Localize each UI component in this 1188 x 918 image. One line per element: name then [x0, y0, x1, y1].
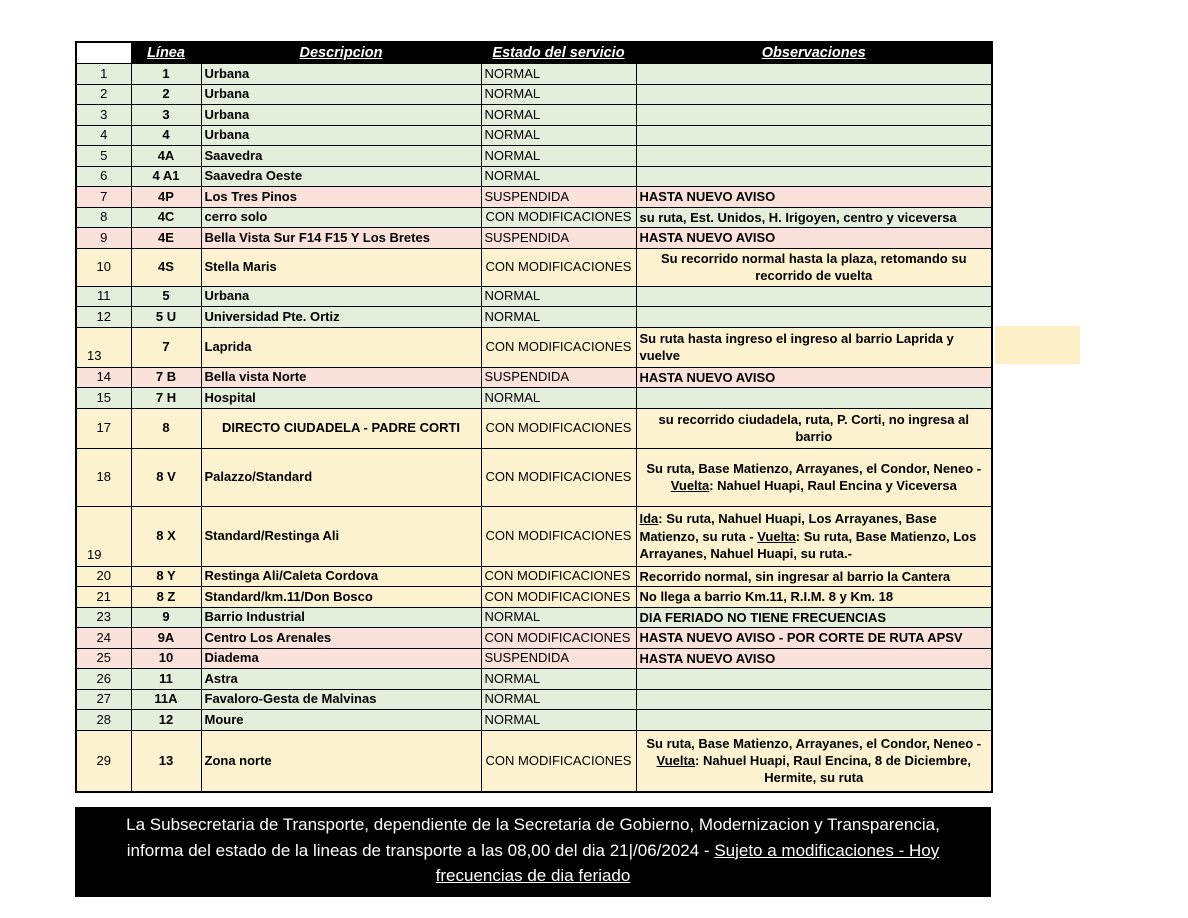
descripcion-cell: Urbana	[201, 125, 481, 146]
footer-banner-text: La Subsecretaria de Transporte, dependiente de la Secretaria de Gobierno, Modernizacion y Transparencia, informa del estado de la lineas de transporte a las 08,00 del dia 21|/06/2024 - Sujeto a modificaciones - Hoy frecuencias de dia feriado	[126, 815, 940, 885]
estado-cell: NORMAL	[481, 84, 636, 105]
descripcion-cell: Favaloro-Gesta de Malvinas	[201, 689, 481, 710]
table-row	[76, 105, 992, 126]
linea-cell: 1	[131, 64, 201, 85]
descripcion-cell: Urbana	[201, 84, 481, 105]
linea-cell: 8	[131, 408, 201, 448]
col-header-observaciones: Observaciones	[636, 42, 992, 64]
estado-cell: SUSPENDIDA	[481, 187, 636, 208]
descripcion-cell: Saavedra Oeste	[201, 166, 481, 187]
observaciones-cell: HASTA NUEVO AVISO	[636, 187, 992, 208]
descripcion-cell: Urbana	[201, 105, 481, 126]
observaciones-cell: Su recorrido normal hasta la plaza, retomando su recorrido de vuelta	[636, 248, 992, 286]
observaciones-cell: DIA FERIADO NO TIENE FRECUENCIAS	[636, 607, 992, 628]
table-row	[76, 187, 992, 208]
table-row	[76, 166, 992, 187]
descripcion-cell: Zona norte	[201, 730, 481, 792]
table-row	[76, 307, 992, 328]
table-row	[76, 607, 992, 628]
row-number-cell: 9	[76, 228, 131, 249]
estado-cell: CON MODIFICACIONES	[481, 628, 636, 649]
table-row	[76, 367, 992, 388]
linea-cell: 4P	[131, 187, 201, 208]
row-number-cell: 4	[76, 125, 131, 146]
linea-cell: 3	[131, 105, 201, 126]
table-header	[76, 42, 992, 64]
observaciones-cell	[636, 146, 992, 167]
observaciones-cell	[636, 388, 992, 409]
descripcion-cell: DIRECTO CIUDADELA - PADRE CORTI	[201, 408, 481, 448]
table-row	[76, 207, 992, 228]
estado-cell: CON MODIFICACIONES	[481, 327, 636, 367]
table-row	[76, 286, 992, 307]
row-number-cell: 11	[76, 286, 131, 307]
estado-cell: CON MODIFICACIONES	[481, 448, 636, 506]
descripcion-cell: Universidad Pte. Ortiz	[201, 307, 481, 328]
descripcion-cell: Centro Los Arenales	[201, 628, 481, 649]
linea-cell: 2	[131, 84, 201, 105]
descripcion-cell: Standard/km.11/Don Bosco	[201, 587, 481, 608]
footer-banner	[75, 807, 991, 897]
descripcion-cell: Los Tres Pinos	[201, 187, 481, 208]
observaciones-cell: Ida: Su ruta, Nahuel Huapi, Los Arrayanes, Base Matienzo, su ruta - Vuelta: Su ruta, Base Matienzo, Los Arrayanes, Nahuel Huapi, su ruta.-	[636, 506, 992, 566]
estado-cell: SUSPENDIDA	[481, 648, 636, 669]
linea-cell: 7 H	[131, 388, 201, 409]
observaciones-cell: su recorrido ciudadela, ruta, P. Corti, no ingresa al barrio	[636, 408, 992, 448]
linea-cell: 9A	[131, 628, 201, 649]
estado-cell: NORMAL	[481, 105, 636, 126]
linea-cell: 13	[131, 730, 201, 792]
linea-cell: 7	[131, 327, 201, 367]
estado-cell: NORMAL	[481, 307, 636, 328]
linea-cell: 8 Z	[131, 587, 201, 608]
descripcion-cell: Bella Vista Sur F14 F15 Y Los Bretes	[201, 228, 481, 249]
estado-cell: CON MODIFICACIONES	[481, 730, 636, 792]
linea-cell: 8 V	[131, 448, 201, 506]
col-header-estado-del-servicio: Estado del servicio	[481, 42, 636, 64]
table-row	[76, 248, 992, 286]
descripcion-cell: Saavedra	[201, 146, 481, 167]
linea-cell: 4	[131, 125, 201, 146]
table-row	[76, 710, 992, 731]
row-number-cell: 8	[76, 207, 131, 228]
table-row	[76, 648, 992, 669]
row-number-cell: 23	[76, 607, 131, 628]
row-number-cell: 29	[76, 730, 131, 792]
col-header-linea: Línea	[131, 42, 201, 64]
descripcion-cell: Standard/Restinga Ali	[201, 506, 481, 566]
linea-cell: 4A	[131, 146, 201, 167]
observaciones-cell	[636, 84, 992, 105]
col-header-descripcion: Descripcion	[201, 42, 481, 64]
linea-cell: 5 U	[131, 307, 201, 328]
descripcion-cell: Moure	[201, 710, 481, 731]
linea-cell: 11A	[131, 689, 201, 710]
estado-cell: NORMAL	[481, 710, 636, 731]
estado-cell: CON MODIFICACIONES	[481, 566, 636, 587]
table-row	[76, 669, 992, 690]
row-number-cell: 1	[76, 64, 131, 85]
linea-cell: 8 X	[131, 506, 201, 566]
table-row	[76, 64, 992, 85]
observaciones-cell	[636, 166, 992, 187]
table-row	[76, 689, 992, 710]
linea-cell: 7 B	[131, 367, 201, 388]
row-number-cell: 2	[76, 84, 131, 105]
row-number-cell: 25	[76, 648, 131, 669]
table-row	[76, 587, 992, 608]
linea-cell: 4E	[131, 228, 201, 249]
row-number-cell: 18	[76, 448, 131, 506]
descripcion-cell: Stella Maris	[201, 248, 481, 286]
row-number-cell: 10	[76, 248, 131, 286]
row-number-cell: 12	[76, 307, 131, 328]
row-number-cell: 13	[76, 327, 131, 367]
observaciones-cell: Su ruta hasta ingreso el ingreso al barrio Laprida y vuelve	[636, 327, 992, 367]
observaciones-cell	[636, 286, 992, 307]
linea-cell: 5	[131, 286, 201, 307]
table-row	[76, 730, 992, 792]
row-number-cell: 19	[76, 506, 131, 566]
row-number-cell: 27	[76, 689, 131, 710]
linea-cell: 4S	[131, 248, 201, 286]
row-number-cell: 21	[76, 587, 131, 608]
observaciones-cell: Su ruta, Base Matienzo, Arrayanes, el Condor, Neneo - Vuelta: Nahuel Huapi, Raul Encina y Viceversa	[636, 448, 992, 506]
descripcion-cell: Barrio Industrial	[201, 607, 481, 628]
estado-cell: NORMAL	[481, 607, 636, 628]
descripcion-cell: Restinga Ali/Caleta Cordova	[201, 566, 481, 587]
row-number-cell: 15	[76, 388, 131, 409]
estado-cell: CON MODIFICACIONES	[481, 248, 636, 286]
observaciones-cell	[636, 669, 992, 690]
linea-cell: 10	[131, 648, 201, 669]
estado-cell: SUSPENDIDA	[481, 228, 636, 249]
linea-cell: 8 Y	[131, 566, 201, 587]
observaciones-cell	[636, 64, 992, 85]
table-row	[76, 506, 992, 566]
observaciones-cell	[636, 125, 992, 146]
descripcion-cell: Palazzo/Standard	[201, 448, 481, 506]
descripcion-cell: Laprida	[201, 327, 481, 367]
descripcion-cell: Urbana	[201, 286, 481, 307]
observaciones-cell	[636, 105, 992, 126]
table-row	[76, 408, 992, 448]
table-row	[76, 125, 992, 146]
linea-cell: 4 A1	[131, 166, 201, 187]
observaciones-cell: HASTA NUEVO AVISO	[636, 648, 992, 669]
observaciones-cell: Su ruta, Base Matienzo, Arrayanes, el Condor, Neneo - Vuelta: Nahuel Huapi, Raul Encina, 8 de Diciembre, Hermite, su ruta	[636, 730, 992, 792]
row-number-cell: 5	[76, 146, 131, 167]
estado-cell: NORMAL	[481, 286, 636, 307]
observaciones-cell: HASTA NUEVO AVISO	[636, 228, 992, 249]
row-number-cell: 26	[76, 669, 131, 690]
table-row	[76, 628, 992, 649]
estado-cell: CON MODIFICACIONES	[481, 207, 636, 228]
table-row	[76, 327, 992, 367]
floating-highlight-block	[995, 326, 1080, 364]
descripcion-cell: cerro solo	[201, 207, 481, 228]
estado-cell: NORMAL	[481, 166, 636, 187]
descripcion-cell: Hospital	[201, 388, 481, 409]
row-number-cell: 7	[76, 187, 131, 208]
estado-cell: CON MODIFICACIONES	[481, 587, 636, 608]
estado-cell: NORMAL	[481, 125, 636, 146]
observaciones-cell: HASTA NUEVO AVISO	[636, 367, 992, 388]
table-row	[76, 84, 992, 105]
row-number-cell: 28	[76, 710, 131, 731]
table-row	[76, 448, 992, 506]
table-row	[76, 388, 992, 409]
estado-cell: NORMAL	[481, 64, 636, 85]
table-row	[76, 566, 992, 587]
observaciones-cell: No llega a barrio Km.11, R.I.M. 8 y Km. 18	[636, 587, 992, 608]
row-number-cell: 24	[76, 628, 131, 649]
linea-cell: 4C	[131, 207, 201, 228]
observaciones-cell: Recorrido normal, sin ingresar al barrio la Cantera	[636, 566, 992, 587]
estado-cell: NORMAL	[481, 146, 636, 167]
linea-cell: 9	[131, 607, 201, 628]
row-number-cell: 17	[76, 408, 131, 448]
descripcion-cell: Diadema	[201, 648, 481, 669]
estado-cell: CON MODIFICACIONES	[481, 506, 636, 566]
estado-cell: NORMAL	[481, 669, 636, 690]
estado-cell: NORMAL	[481, 689, 636, 710]
row-number-cell: 14	[76, 367, 131, 388]
estado-cell: CON MODIFICACIONES	[481, 408, 636, 448]
row-number-cell: 3	[76, 105, 131, 126]
observaciones-cell	[636, 307, 992, 328]
row-number-cell: 20	[76, 566, 131, 587]
descripcion-cell: Bella vista Norte	[201, 367, 481, 388]
estado-cell: SUSPENDIDA	[481, 367, 636, 388]
service-status-table	[75, 41, 993, 793]
table-row	[76, 146, 992, 167]
corner-cell	[76, 42, 131, 64]
observaciones-cell	[636, 710, 992, 731]
observaciones-cell: su ruta, Est. Unidos, H. Irigoyen, centro y viceversa	[636, 207, 992, 228]
linea-cell: 12	[131, 710, 201, 731]
descripcion-cell: Astra	[201, 669, 481, 690]
row-number-cell: 6	[76, 166, 131, 187]
table-row	[76, 228, 992, 249]
observaciones-cell: HASTA NUEVO AVISO - POR CORTE DE RUTA APSV	[636, 628, 992, 649]
estado-cell: NORMAL	[481, 388, 636, 409]
linea-cell: 11	[131, 669, 201, 690]
descripcion-cell: Urbana	[201, 64, 481, 85]
observaciones-cell	[636, 689, 992, 710]
